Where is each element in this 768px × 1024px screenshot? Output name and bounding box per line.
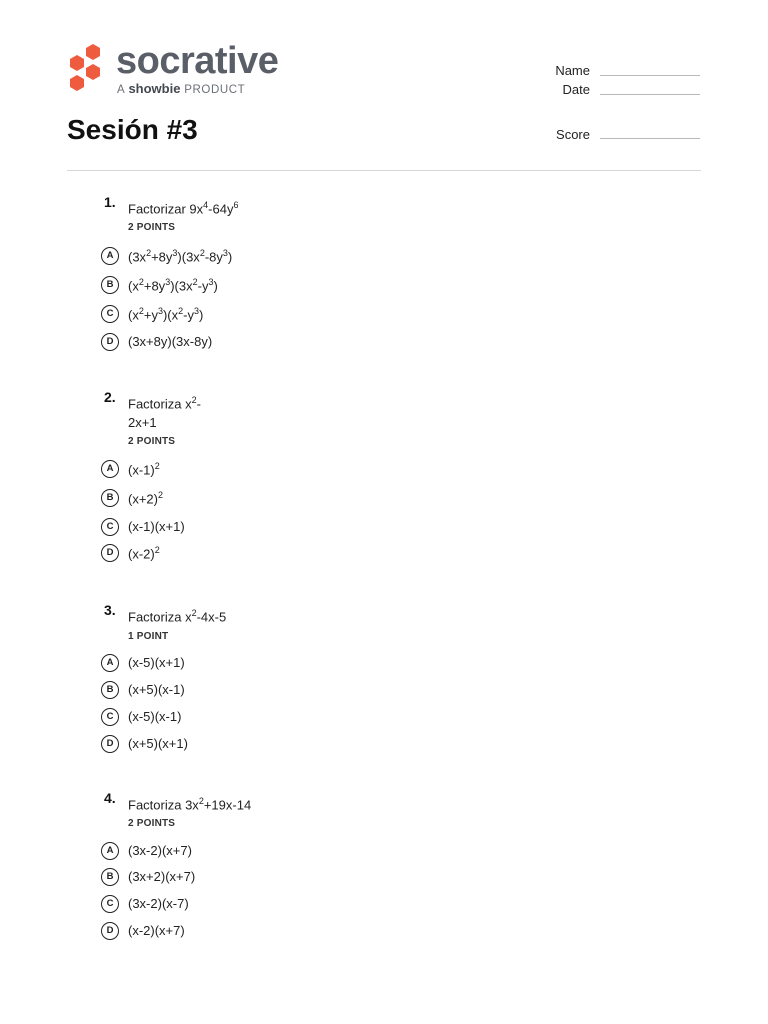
- hexagon-cluster-icon: [66, 42, 108, 96]
- brand-wordmark: socrative: [116, 40, 279, 82]
- question-points: 2 POINTS: [128, 436, 176, 447]
- question-points: 2 POINTS: [128, 222, 176, 233]
- page-title: Sesión #3: [67, 114, 198, 145]
- socrative-logo: [66, 42, 306, 98]
- question-text: Factoriza $3x^2+19x-14$: [128, 796, 252, 813]
- question-points: 1 POINT: [128, 631, 169, 642]
- question-text: Factorizar $9x^4-64y^6$: [128, 200, 239, 217]
- question-text: Factoriza $x^2-4x-5$: [128, 608, 227, 625]
- brand-tagline: A showbie PRODUCT: [117, 81, 246, 96]
- score-line: [600, 138, 700, 139]
- question-points: 2 POINTS: [128, 818, 176, 829]
- date-line: [600, 94, 700, 95]
- name-line: [600, 75, 700, 76]
- question-text: Factoriza $x^2-$ 2x+1: [128, 395, 201, 431]
- header-divider: [67, 170, 701, 171]
